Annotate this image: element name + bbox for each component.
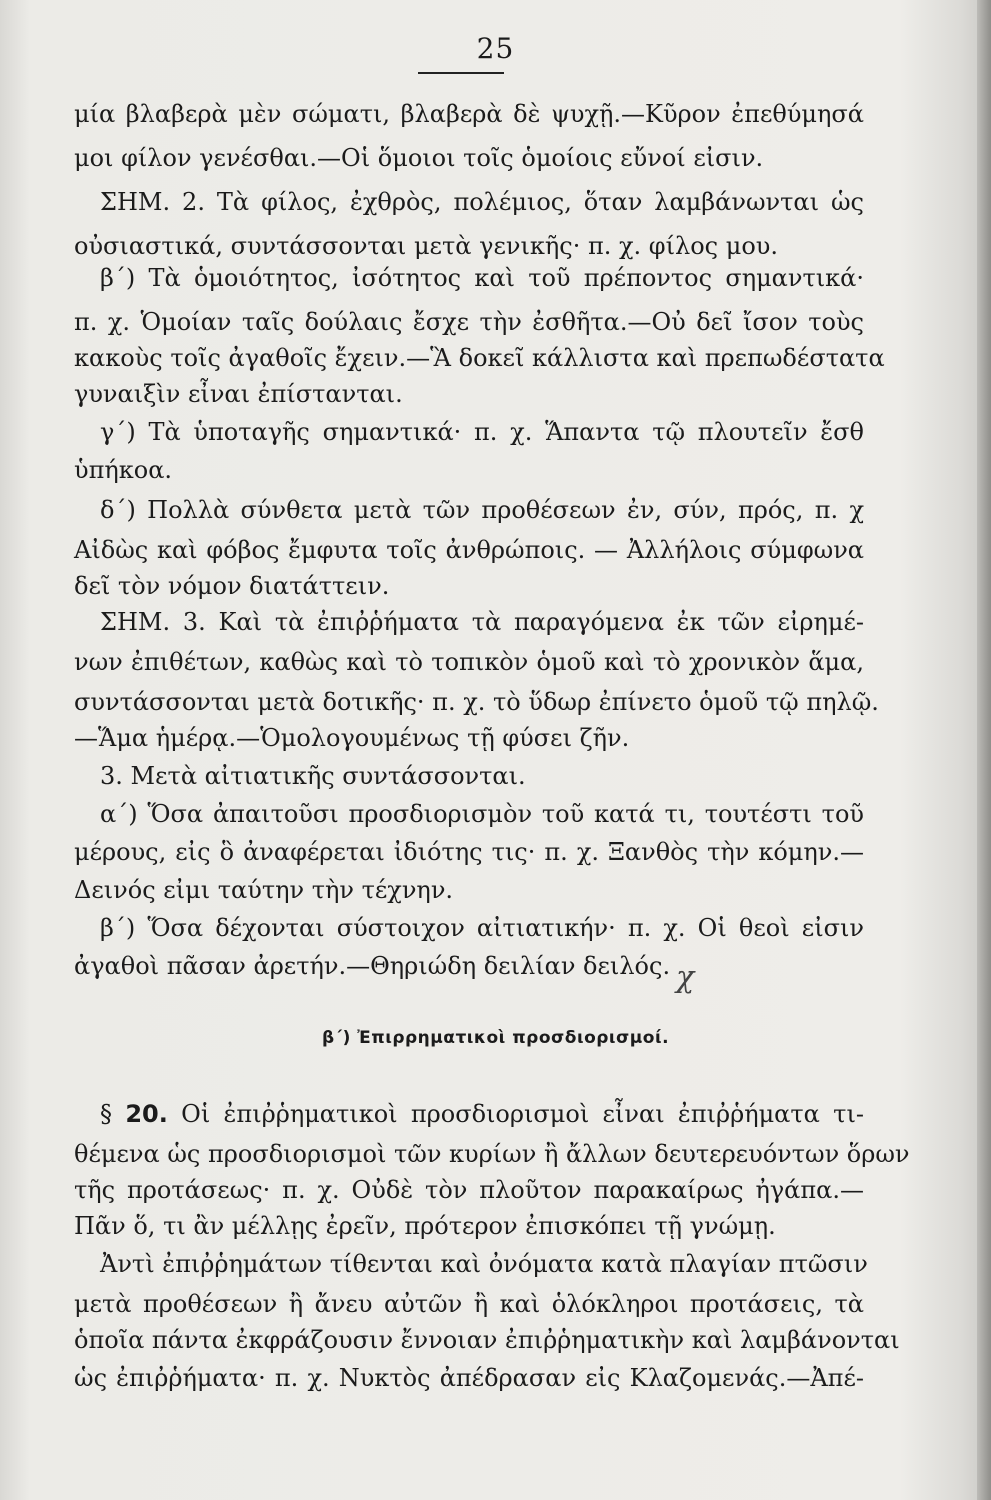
- text-line: θέμενα ὡς προσδιορισμοὶ τῶν κυρίων ἢ ἄλλων δευτερευόντων ὅρων: [74, 1140, 910, 1168]
- text-line: ὑπήκοα.: [74, 456, 173, 484]
- text-line: συντάσσονται μετὰ δοτικῆς· π. χ. τὸ ὕδωρ ἐπίνετο ὁμοῦ τῷ πηλῷ.: [74, 688, 879, 716]
- text-line: β΄) Ὅσα δέχονται σύστοιχον αἰτιατικήν· π. χ. Οἱ θεοὶ εἰσιν: [100, 914, 864, 942]
- text-line: μετὰ προθέσεων ἢ ἄνευ αὐτῶν ἢ καὶ ὁλόκληροι προτάσεις, τὰ: [74, 1290, 864, 1318]
- page-number: 25: [476, 32, 515, 65]
- text-line: γ΄) Τὰ ὑποταγῆς σημαντικά· π. χ. Ἅπαντα τῷ πλουτεῖν ἔσθ: [100, 418, 864, 446]
- text-line: Πᾶν ὅ, τι ἂν μέλλῃς ἐρεῖν, πρότερον ἐπισκόπει τῇ γνώμῃ.: [74, 1212, 776, 1240]
- text-line: κακοὺς τοῖς ἀγαθοῖς ἔχειν.—Ἃ δοκεῖ κάλλιστα καὶ πρεπωδέστατα: [74, 344, 885, 372]
- text-line: μία βλαβερὰ μὲν σώματι, βλαβερὰ δὲ ψυχῇ.—Κῦρον ἐπεθύμησά: [74, 100, 864, 128]
- text-line: Ἀντὶ ἐπιῤῥημάτων τίθενται καὶ ὀνόματα κατὰ πλαγίαν πτῶσιν: [100, 1250, 868, 1278]
- text-line: ΣΗΜ. 2. Τὰ φίλος, ἐχθρὸς, πολέμιος, ὅταν λαμβάνωνται ὡς: [100, 188, 864, 216]
- pencil-annotation: χ: [676, 960, 695, 995]
- text-line: τῆς προτάσεως· π. χ. Οὐδὲ τὸν πλοῦτον παρακαίρως ἠγάπα.—: [74, 1176, 864, 1204]
- section-mark: §: [100, 1100, 112, 1128]
- text-line: γυναιξὶν εἶναι ἐπίστανται.: [74, 380, 403, 408]
- text-line: Δεινός εἰμι ταύτην τὴν τέχνην.: [74, 876, 454, 904]
- text-line: 3. Μετὰ αἰτιατικῆς συντάσσονται.: [100, 762, 526, 790]
- text-line: —Ἅμα ἡμέρᾳ.—Ὁμολογουμένως τῇ φύσει ζῆν.: [74, 724, 630, 752]
- text-line: β΄) Τὰ ὁμοιότητος, ἰσότητος καὶ τοῦ πρέποντος σημαντικά·: [100, 264, 864, 292]
- text-line: ὡς ἐπιῤῥήματα· π. χ. Νυκτὸς ἀπέδρασαν εἰς Κλαζομενάς.—Ἀπέ-: [74, 1364, 864, 1392]
- page-edge-shadow: [977, 0, 991, 1500]
- text-line: δ΄) Πολλὰ σύνθετα μετὰ τῶν προθέσεων ἐν, σύν, πρός, π. χ: [100, 496, 864, 524]
- text-line: ΣΗΜ. 3. Καὶ τὰ ἐπιῤῥήματα τὰ παραγόμενα ἐκ τῶν εἰρημέ-: [100, 608, 864, 636]
- text-line: ὁποῖα πάντα ἐκφράζουσιν ἔννοιαν ἐπιῤῥηματικὴν καὶ λαμβάνονται: [74, 1326, 900, 1354]
- text-line: οὐσιαστικά, συντάσσονται μετὰ γενικῆς· π. χ. φίλος μου.: [74, 232, 778, 260]
- text-line: α΄) Ὅσα ἀπαιτοῦσι προσδιορισμὸν τοῦ κατά τι, τουτέστι τοῦ: [100, 800, 864, 828]
- text-line: μέρους, εἰς ὃ ἀναφέρεται ἰδιότης τις· π. χ. Ξανθὸς τὴν κόμην.—: [74, 838, 864, 866]
- paragraph-number: 20.: [125, 1100, 168, 1128]
- text-line: Αἰδὼς καὶ φόβος ἔμφυτα τοῖς ἀνθρώποις. — Ἀλλήλοις σύμφωνα: [74, 536, 864, 564]
- section-heading: β΄) Ἐπιρρηματικοὶ προσδιορισμοί.: [321, 1028, 670, 1048]
- text-line: π. χ. Ὁμοίαν ταῖς δούλαις ἔσχε τὴν ἐσθῆτα.—Οὐ δεῖ ἴσον τοὺς: [74, 308, 864, 336]
- text-line: ἀγαθοὶ πᾶσαν ἀρετήν.—Θηριώδη δειλίαν δειλός.: [74, 952, 671, 980]
- text-line: μοι φίλον γενέσθαι.—Οἱ ὅμοιοι τοῖς ὁμοίοις εὔνοί εἰσιν.: [74, 144, 764, 172]
- page-number-rule: [418, 72, 504, 74]
- text-line: νων ἐπιθέτων, καθὼς καὶ τὸ τοπικὸν ὁμοῦ καὶ τὸ χρονικὸν ἅμα,: [74, 648, 864, 676]
- text-line: Οἱ ἐπιῤῥηματικοὶ προσδιορισμοὶ εἶναι ἐπιῤῥήματα τι-: [181, 1100, 864, 1128]
- paragraph-20-first-line: [100, 1098, 864, 1130]
- text-line: δεῖ τὸν νόμον διατάττειν.: [74, 572, 390, 600]
